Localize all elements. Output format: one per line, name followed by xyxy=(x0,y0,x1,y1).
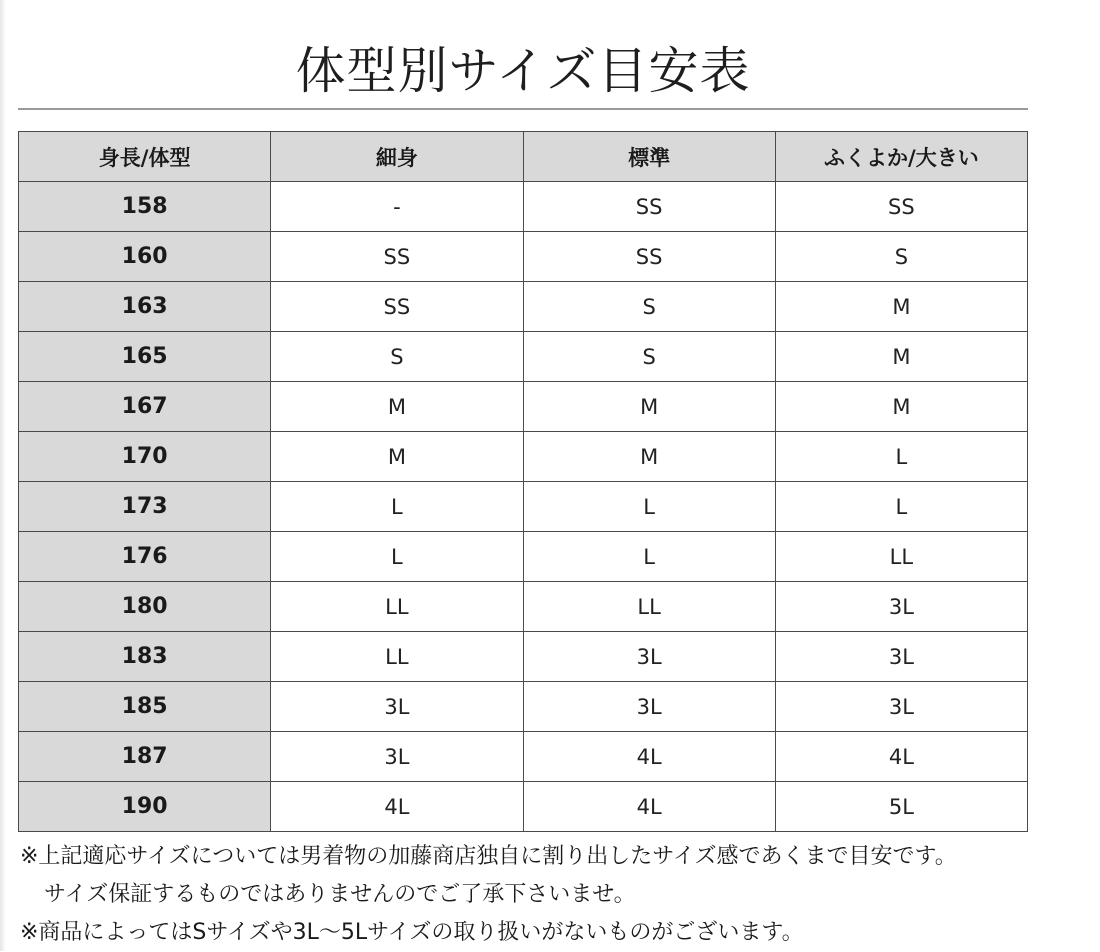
note-line-3: ※商品によってはSサイズや3L～5Lサイズの取り扱いがないものがございます。 xyxy=(20,920,804,945)
size-cell: LL xyxy=(271,632,523,682)
title-divider xyxy=(18,108,1028,110)
height-cell: 183 xyxy=(19,632,271,682)
size-cell: 3L xyxy=(271,732,523,782)
size-cell: M xyxy=(775,332,1027,382)
table-row xyxy=(19,232,1028,282)
size-cell: S xyxy=(523,282,775,332)
table-row xyxy=(19,582,1028,632)
size-cell: L xyxy=(271,482,523,532)
size-cell: M xyxy=(523,382,775,432)
column-header-standard: 標準 xyxy=(523,132,775,182)
size-cell: L xyxy=(523,482,775,532)
page-title: 体型別サイズ目安表 xyxy=(295,42,751,100)
column-header-large: ふくよか/大きい xyxy=(775,132,1027,182)
table-row xyxy=(19,682,1028,732)
height-cell: 190 xyxy=(19,782,271,832)
size-cell: LL xyxy=(775,532,1027,582)
size-cell: 4L xyxy=(523,782,775,832)
size-cell: 3L xyxy=(523,682,775,732)
table-header-row xyxy=(19,132,1028,182)
notes xyxy=(20,838,1080,952)
size-cell: M xyxy=(775,282,1027,332)
table-row xyxy=(19,532,1028,582)
table-row xyxy=(19,432,1028,482)
height-cell: 176 xyxy=(19,532,271,582)
size-cell: LL xyxy=(271,582,523,632)
size-cell: M xyxy=(775,382,1027,432)
size-cell: M xyxy=(523,432,775,482)
size-cell: 4L xyxy=(271,782,523,832)
size-cell: M xyxy=(271,382,523,432)
height-cell: 163 xyxy=(19,282,271,332)
size-cell: LL xyxy=(523,582,775,632)
size-cell: SS xyxy=(775,182,1027,232)
table-row xyxy=(19,382,1028,432)
left-edge-shadow xyxy=(0,0,6,951)
column-header-slim: 細身 xyxy=(271,132,523,182)
table-row xyxy=(19,782,1028,832)
note-line-1: ※上記適応サイズについては男着物の加藤商店独自に割り出したサイズ感であくまで目安です。 xyxy=(20,844,957,869)
size-cell: 4L xyxy=(775,732,1027,782)
size-cell: SS xyxy=(523,182,775,232)
height-cell: 160 xyxy=(19,232,271,282)
height-cell: 165 xyxy=(19,332,271,382)
size-cell: M xyxy=(271,432,523,482)
size-cell: L xyxy=(523,532,775,582)
size-cell: - xyxy=(271,182,523,232)
size-cell: 5L xyxy=(775,782,1027,832)
size-cell: SS xyxy=(271,232,523,282)
table-row xyxy=(19,482,1028,532)
size-cell: SS xyxy=(271,282,523,332)
height-cell: 158 xyxy=(19,182,271,232)
size-cell: S xyxy=(523,332,775,382)
height-cell: 167 xyxy=(19,382,271,432)
size-cell: 4L xyxy=(523,732,775,782)
size-table xyxy=(18,131,1028,832)
table-body xyxy=(19,182,1028,832)
size-cell: 3L xyxy=(271,682,523,732)
size-cell: L xyxy=(775,482,1027,532)
size-cell: 3L xyxy=(775,682,1027,732)
table-row xyxy=(19,732,1028,782)
height-cell: 185 xyxy=(19,682,271,732)
height-cell: 187 xyxy=(19,732,271,782)
size-cell: 3L xyxy=(775,582,1027,632)
size-cell: L xyxy=(271,532,523,582)
height-cell: 170 xyxy=(19,432,271,482)
size-cell: SS xyxy=(523,232,775,282)
table-row xyxy=(19,632,1028,682)
table-row xyxy=(19,332,1028,382)
note-line-2: サイズ保証するものではありませんのでご了承下さいませ。 xyxy=(44,882,636,907)
height-cell: 173 xyxy=(19,482,271,532)
table-row xyxy=(19,182,1028,232)
size-cell: L xyxy=(775,432,1027,482)
size-cell: 3L xyxy=(775,632,1027,682)
size-cell: S xyxy=(775,232,1027,282)
column-header-height-body: 身長/体型 xyxy=(19,132,271,182)
size-cell: S xyxy=(271,332,523,382)
table-row xyxy=(19,282,1028,332)
size-cell: 3L xyxy=(523,632,775,682)
height-cell: 180 xyxy=(19,582,271,632)
